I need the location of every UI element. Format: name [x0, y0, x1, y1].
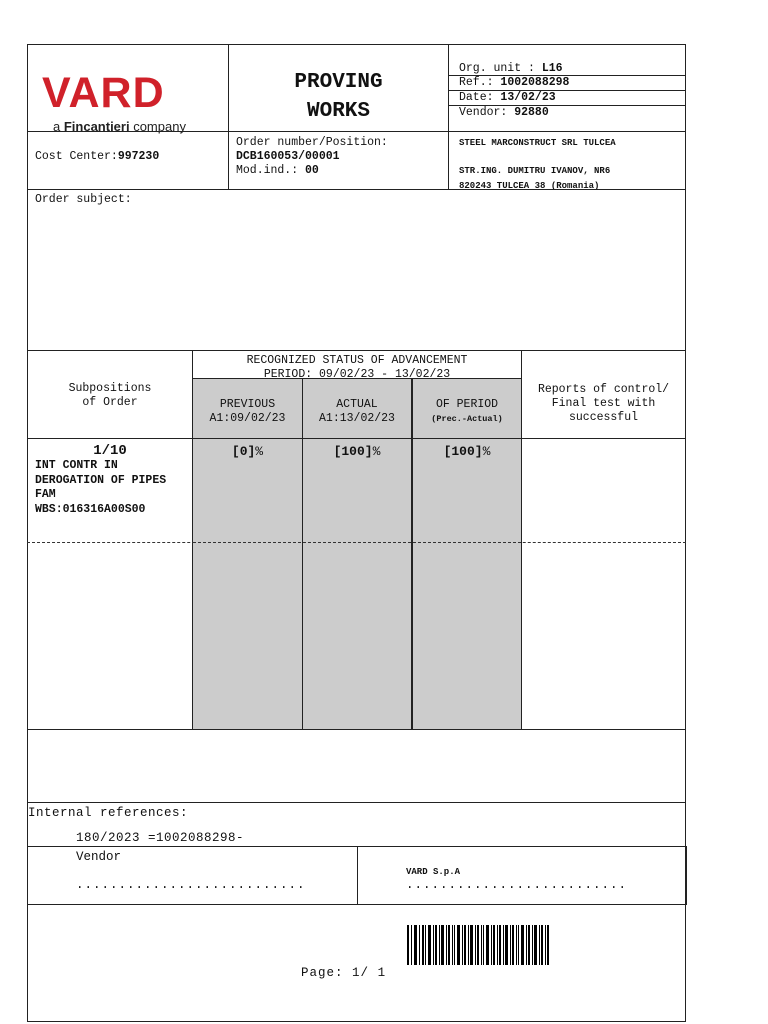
subpositions-header: Subpositions of Order: [68, 382, 152, 409]
mod-index: Mod.ind.: 00: [236, 164, 319, 177]
row-previous-value: [0]%: [231, 444, 264, 459]
supplier-street: STR.ING. DUMITRU IVANOV, NR6: [459, 166, 611, 176]
vendor-signature-line: ...........................: [76, 878, 306, 892]
row-description: INT CONTR IN DEROGATION OF PIPES FAM WBS:016316A00S00: [35, 459, 167, 516]
internal-references-label: Internal references:: [28, 806, 189, 820]
status-header: [193, 354, 521, 368]
logo-brand: VARD: [42, 69, 165, 117]
order-number-label: Order number/Position:: [236, 136, 388, 149]
row-position: 1/10: [93, 443, 127, 459]
supplier-city: 820243 TULCEA 38 (Romania): [459, 181, 600, 189]
order-number: DCB160053/00001: [236, 150, 340, 163]
supplier-address: [449, 132, 685, 189]
document-title: [229, 68, 448, 126]
row-period-value: [100]%: [443, 444, 491, 459]
org-unit-row: Org. unit : L16: [459, 62, 563, 75]
status-title: RECOGNIZED STATUS OF ADVANCEMENT: [246, 354, 468, 367]
period-column-bg: [413, 379, 521, 729]
vard-logo: [42, 69, 212, 134]
company-signature-label: VARD S.p.A: [406, 867, 461, 877]
company-signature-line: ..........................: [406, 878, 628, 892]
internal-references-value: 180/2023 =1002088298-: [76, 831, 245, 845]
barcode: [407, 925, 549, 965]
order-subject-label: Order subject:: [35, 193, 132, 206]
logo-tagline: a Fincantieri company: [53, 119, 186, 134]
previous-header: PREVIOUS A1:09/02/23: [209, 398, 286, 425]
actual-column-bg: [303, 379, 411, 729]
date-row: Date: 13/02/23: [459, 91, 556, 104]
row-actual-value: [100]%: [333, 444, 381, 459]
cost-center: Cost Center:997230: [35, 150, 160, 163]
supplier-name: STEEL MARCONSTRUCT SRL TULCEA: [459, 138, 616, 148]
title-line-2: WORKS: [306, 100, 370, 123]
page-number: Page: 1/ 1: [301, 966, 387, 980]
reports-header: Reports of control/ Final test with successful: [537, 383, 670, 424]
title-line-1: PROVING: [294, 71, 383, 94]
actual-header: ACTUAL A1:13/02/23: [319, 398, 395, 425]
vendor-signature-label: Vendor: [76, 850, 122, 864]
ref-row: Ref.: 1002088298: [459, 76, 570, 89]
period-header: OF PERIOD (Prec.-Actual): [431, 398, 503, 424]
vendor-row: Vendor: 92880: [459, 106, 549, 119]
period-row: PERIOD: 09/02/23 - 13/02/23: [263, 368, 451, 378]
previous-column-bg: [193, 379, 302, 729]
